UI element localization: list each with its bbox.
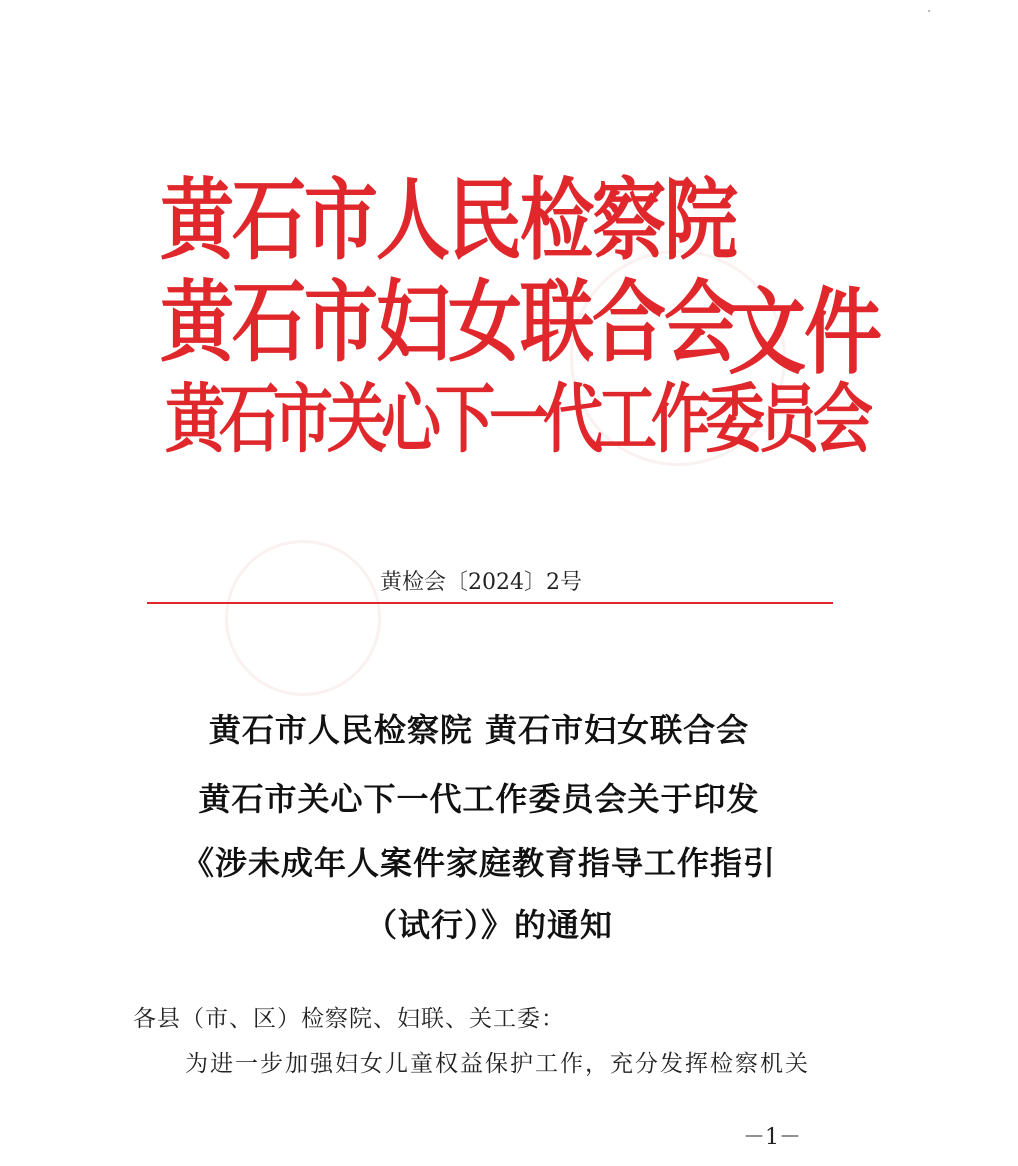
- scan-speck: [928, 10, 930, 12]
- document-type-label: 文件: [728, 278, 881, 388]
- page-number: －1－: [743, 1125, 801, 1150]
- faint-seal-watermark: [225, 540, 381, 696]
- issuing-org-2: 黄石市妇女联合会: [160, 271, 736, 375]
- issuing-org-3: 黄石市关心下一代工作委员会: [165, 376, 867, 464]
- title-line-1: 黄石市人民检察院 黄石市妇女联合会: [208, 711, 750, 749]
- title-line-4: （试行）》的通知: [364, 906, 613, 944]
- title-line-2: 黄石市关心下一代工作委员会关于印发: [198, 780, 760, 818]
- title-line-3: 《涉未成年人案件家庭教育指导工作指引: [181, 844, 776, 882]
- addressee: 各县（市、区）检察院、妇联、关工委：: [133, 1006, 565, 1032]
- red-separator-line: [147, 602, 833, 604]
- issuing-org-1: 黄石市人民检察院: [160, 169, 736, 273]
- document-number: 黄检会〔2024〕2号: [380, 570, 582, 595]
- body-paragraph: 为进一步加强妇女儿童权益保护工作，充分发挥检察机关: [185, 1051, 810, 1077]
